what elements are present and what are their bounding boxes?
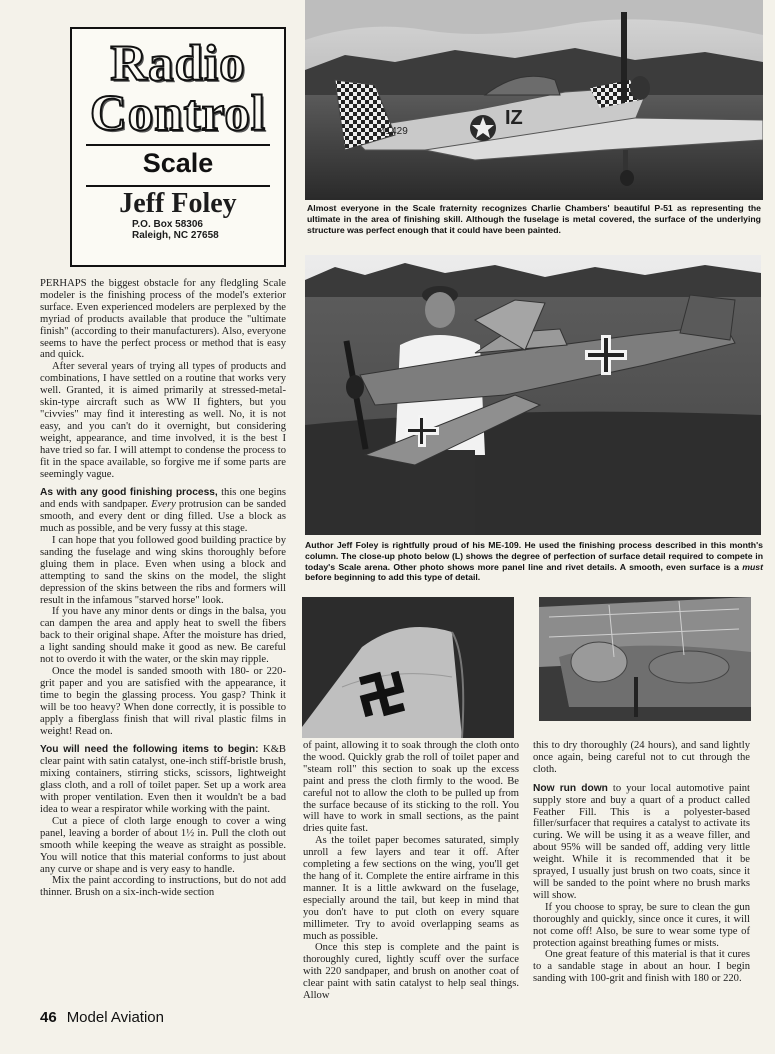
article-paragraph: I can hope that you followed good building practice by sanding the fuselage and wing skins thoroughly before gluing them in place. Even when using a block and attempting to sand the skins on the model, the slight depression of the skins between the ribs and formers will result in the infamous "starved horse" look. <box>40 535 286 606</box>
article-paragraph: If you choose to spray, be sure to clean the gun thoroughly and quickly, since once it cures, it will not come off! Also, be sure to wear some type of protection against breathing fumes or mists. <box>533 901 750 949</box>
me109-caption-text-end: before beginning to add this type of detail. <box>305 572 481 583</box>
paragraph-lead: As with any good finishing process, <box>40 487 218 499</box>
article-paragraph: of paint, allowing it to soak through the cloth onto the wood. Quickly grab the roll of toilet paper and "steam roll" this section to soak up the excess paint and press the cloth firmly to the wood. Be careful not to allow the cloth to be pulled up from the surface because of its sticking to the roll. You will have to work in small sections, as the paint dries quite fast. <box>303 740 519 835</box>
p51-caption: Almost everyone in the Scale fraternity recognizes Charlie Chambers' beautiful P-51 as representing the ultimate in the area of finishing skill. Although the fuselage is metal covered, the surface of the underlying structure was perfect enough that it could have been painted. <box>307 203 761 235</box>
article-paragraph <box>533 783 750 902</box>
article-column-2 <box>303 740 519 1002</box>
p51-fuselage-code: IZ <box>505 107 523 129</box>
article-paragraph: Mix the paint according to instructions, but do not add thinner. Brush on a six-inch-wide section <box>40 875 286 899</box>
paragraph-text: to your local automotive paint supply store and buy a quart of a product called Feather Fill. This is a polyester-based filler/surfacer that requires a catalyst to activate its curing. We will be using it as a weave filler, and about 95% will be sanded off, adding very little weight. While it is recommended that it be sprayed, I usually just brush on two coats, since it will be sanded to the point where no brush marks will show. <box>533 782 750 901</box>
article-paragraph: Cut a piece of cloth large enough to cover a wing panel, leaving a border of about 1½ in. Pull the cloth out smooth while keeping the weave as straight as possible. You will notice that this material conforms to just about any curve or shape and is very easy to handle. <box>40 815 286 875</box>
paragraph-lead: You will need the following items to begin: <box>40 744 259 756</box>
article-paragraph: As the toilet paper becomes saturated, simply unroll a few layers and tear it off. After completing a few sections on the wing, you'll get the hang of it. Complete the entire airframe in this manner. It is a little awkward on the fuselage, especially around the tail, but keep in mind that you don't have to put cloth on every square millimeter. Try to avoid overlapping seams as much as possible. <box>303 835 519 942</box>
article-paragraph: this to dry thoroughly (24 hours), and sand lightly once again, being careful not to cut through the cloth. <box>533 740 750 775</box>
paragraph-emphasis: Every <box>151 499 176 511</box>
article-column-3 <box>533 740 750 985</box>
me109-caption-text: Author Jeff Foley is rightfully proud of his ME-109. He used the finishing process described in this month's column. The close-up photo below (L) shows the degree of perfection of surface detail required to compete in today's Scale arena. Other photo shows more panel line and rivet details. A smooth, even surface is a <box>305 540 763 572</box>
author-address-line2: Raleigh, NC 27658 <box>132 230 219 241</box>
article-paragraph: Once the model is sanded smooth with 180- or 220-grit paper and you are satisfied with the appearance, it time to begin the glassing process. You gasp? Think it will be too heavy? When done correctly, it is possible to apply a fiberglass finish that will rival plastic films in weight! Read on. <box>40 666 286 737</box>
paragraph-text: K&B clear paint with satin catalyst, one-inch stiff-bristle brush, mixing containers, stirring sticks, scissors, lightweight glass cloth, and a roll of toilet paper. Set up a work area with proper ventilation. Even then it wouldn't be a bad idea to wear a respirator while working with the paint. <box>40 744 286 815</box>
paragraph-text: this one begins and ends with sandpaper. <box>40 487 286 511</box>
column-masthead <box>70 27 286 267</box>
me109-caption <box>305 540 763 583</box>
article-paragraph: If you have any minor dents or dings in the balsa, you can dampen the area and apply heat to swell the fibers back to their original shape. After the moisture has dried, a light sanding should make it good as new. Be careful not to overdo it with the water, or the skin may ripple. <box>40 606 286 666</box>
author-address-line1: P.O. Box 58306 <box>132 219 203 230</box>
paragraph-text: protrusion can be sanded smooth, and every dent or ding filled. Use a block as much as possible, and be very fussy at this stage. <box>40 499 286 535</box>
tail-detail-photo <box>302 597 514 738</box>
article-paragraph: After several years of trying all types of products and combinations, I have settled on a routine that works very well. Granted, it is aimed primarily at stressed-metal-skin-type aircraft such as WW II fighters, but you "civvies" may find it interesting as well. No, it is not easy, and you can't do it overnight, but considering weight, appearance, and time involved, it is the best I have tried so far. I will attempt to condense the process to fit in the space available, so forgive me if some parts are seemingly vague. <box>40 361 286 480</box>
article-paragraph: One great feature of this material is that it cures to a sandable stage in about an hour. I begin sanding with 100-grit and finish with 180 or 220. <box>533 949 750 985</box>
author-name: Jeff Foley <box>119 188 237 219</box>
masthead-rule <box>86 185 270 187</box>
article-paragraph: Once this step is complete and the paint is thoroughly cured, lightly scuff over the surface with 220 sandpaper, and brush on another coat of clear paint with satin catalyst to help seal things. Allow <box>303 942 519 1002</box>
column-title-control: Control <box>89 86 267 142</box>
article-paragraph: PERHAPS the biggest obstacle for any fledgling Scale modeler is the finishing process of the model's exterior surface. Even experienced modelers are perplexed by the myriad of products available that produce the "ultimate finish" (according to their manufacturers). Also, everyone seems to have the perfect process or method that is easy and quick. <box>40 278 286 361</box>
column-subtitle: Scale <box>142 148 214 178</box>
page-footer <box>40 1009 164 1026</box>
panel-detail-photo <box>539 597 751 721</box>
column-title-radio: Radio <box>110 36 246 92</box>
magazine-name: Model Aviation <box>66 1009 164 1026</box>
me109-photo <box>305 255 761 535</box>
article-paragraph <box>40 487 286 535</box>
me109-caption-emphasis: must <box>742 561 763 572</box>
page-number: 46 <box>40 1009 57 1026</box>
p51-tail-code: 41429 <box>380 126 408 137</box>
paragraph-lead: Now run down <box>533 782 608 794</box>
article-paragraph <box>40 744 286 815</box>
p51-photo <box>305 0 763 200</box>
article-column-1 <box>40 278 286 899</box>
